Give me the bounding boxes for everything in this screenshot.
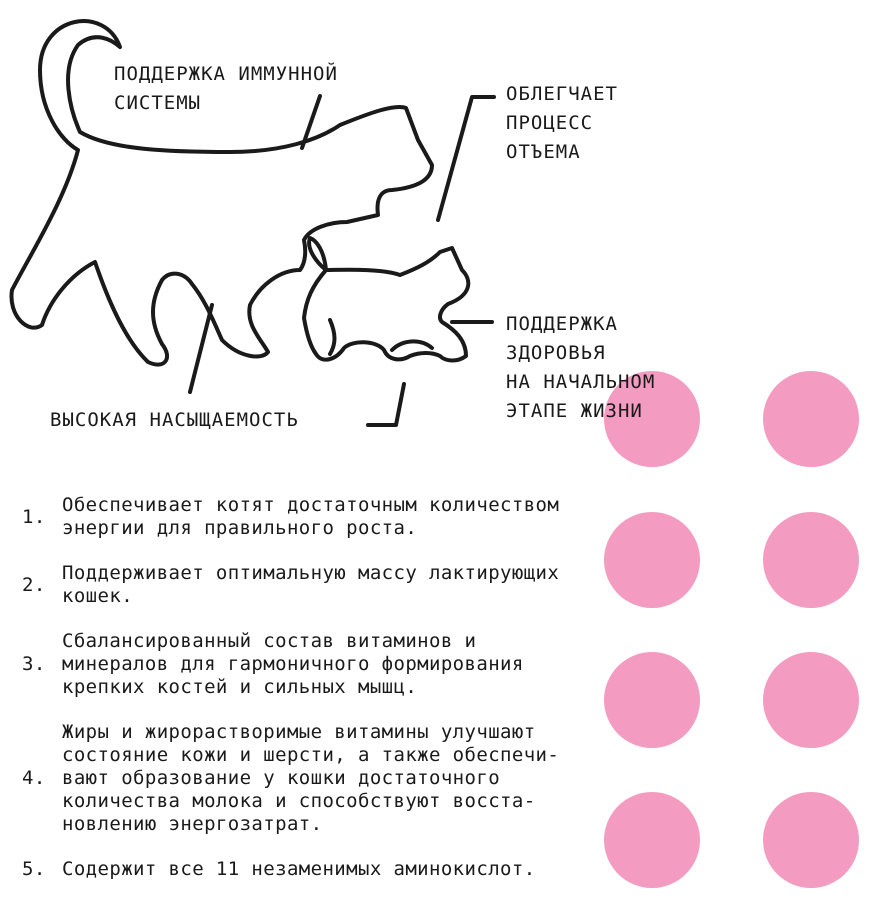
benefit-text: Жиры и жирорастворимые витамины улучшают состояние кожи и шерсти, а также обеспечи- вают образование у кошки достаточного количества молока и способствуют восста- новлению энергозатрат. — [62, 721, 560, 835]
benefit-text: Сбалансированный состав витаминов и минералов для гармоничного формирования крепких костей и сильных мышц. — [62, 630, 524, 698]
benefit-item — [22, 721, 712, 836]
callout-line-satiety-left — [190, 305, 212, 392]
benefit-item — [22, 630, 712, 699]
benefit-item — [22, 562, 712, 608]
benefit-number: 1. — [22, 505, 46, 528]
label-early-life-health: ПОДДЕРЖКА ЗДОРОВЬЯ НА НАЧАЛЬНОМ ЭТАПЕ ЖИЗНИ — [506, 313, 656, 422]
callout-line-satiety — [368, 384, 404, 425]
benefit-text: Обеспечивает котят достаточным количеством энергии для правильного роста. — [62, 494, 560, 539]
benefits-list — [22, 494, 712, 881]
benefit-number: 2. — [22, 573, 46, 596]
pink-dot — [763, 512, 859, 608]
benefit-text: Содержит все 11 незаменимых аминокислот. — [62, 858, 536, 880]
benefit-number: 5. — [22, 858, 46, 880]
pink-dot — [763, 652, 859, 748]
benefit-item — [22, 494, 712, 540]
benefit-number: 3. — [22, 653, 46, 675]
label-easier-weaning: ОБЛЕГЧАЕТ ПРОЦЕСС ОТЪЕМА — [506, 83, 618, 163]
callout-line-weaning — [438, 97, 494, 220]
label-high-satiety: ВЫСОКАЯ НАСЫЩАЕМОСТЬ — [50, 409, 299, 431]
kitten-outline — [304, 238, 468, 361]
benefit-number: 4. — [22, 767, 46, 789]
benefit-text: Поддерживает оптимальную массу лактирующих кошек. — [62, 562, 560, 607]
pink-dot — [763, 792, 859, 888]
benefit-item — [22, 858, 712, 881]
label-immune-support: ПОДДЕРЖКА ИММУННОЙ СИСТЕМЫ — [114, 63, 338, 114]
